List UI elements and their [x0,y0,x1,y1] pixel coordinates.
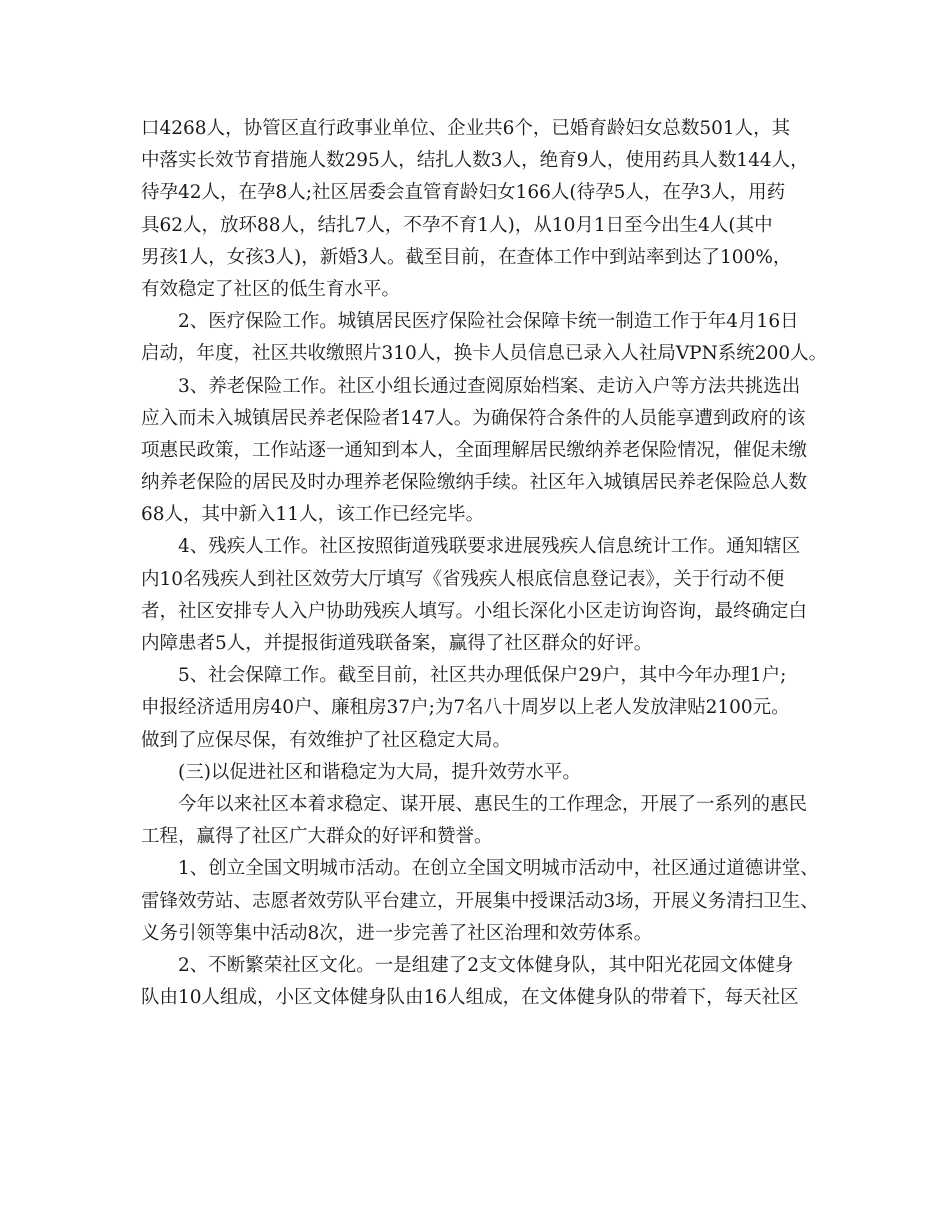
document-body [141,113,828,1014]
text-line: 有效稳定了社区的低生育水平。 [141,278,401,300]
paragraph-intro-line: 今年以来社区本着求稳定、谋开展、惠民生的工作理念，开展了一系列的惠民 [141,793,808,815]
text-line: 雷锋效劳站、志愿者效劳队平台建立，开展集中授课活动3场，开展义务清扫卫生、 [141,890,819,912]
text-line: 申报经济适用房40户、廉租房37户;为7名八十周岁以上老人发放津贴2100元。 [141,697,790,719]
text-line: 启动，年度，社区共收缴照片310人，换卡人员信息已录入人社局VPN系统200人。 [141,343,828,365]
text-line: 内障患者5人，并提报街道残联备案，赢得了社区群众的好评。 [141,633,653,654]
paragraph-social-security-line: 5、社会保障工作。截至目前，社区共办理低保户29户，其中今年办理1户; [141,665,787,687]
text-line: 口4268人，协管区直行政事业单位、企业共6个，已婚育龄妇女总数501人，其 [141,118,791,139]
text-line: 男孩1人，女孩3人)，新婚3人。截至目前，在查体工作中到站率到达了100%， [141,246,792,268]
paragraph-disability-line: 4、残疾人工作。社区按照街道残联要求进展残疾人信息统计工作。通知辖区 [141,536,801,558]
text-line: 纳养老保险的居民及时办理养老保险缴纳手续。社区年入城镇居民养老保险总人数 [141,472,808,494]
text-line: 待孕42人，在孕8人;社区居委会直管育龄妇女166人(待孕5人，在孕3人，用药 [141,182,786,204]
paragraph-medical-insurance-line: 2、医疗保险工作。城镇居民医疗保险社会保障卡统一制造工作于年4月16日 [141,311,799,333]
text-line: 工程，赢得了社区广大群众的好评和赞誉。 [141,826,493,848]
text-line: 项惠民政策，工作站逐一通知到本人，全面理解居民缴纳养老保险情况，催促未缴 [141,439,808,461]
section-heading-3: (三)以促进社区和谐稳定为大局，提升效劳水平。 [141,761,581,783]
paragraph-community-culture-line: 2、不断繁荣社区文化。一是组建了2支文体健身队，其中阳光花园文体健身 [141,954,794,976]
text-line: 做到了应保尽保，有效维护了社区稳定大局。 [141,729,512,751]
text-line: 内10名残疾人到社区效劳大厅填写《省残疾人根底信息登记表》，关于行动不便 [141,568,785,590]
text-line: 具62人，放环88人，结扎7人，不孕不育1人)，从10月1日至今出生4人(其中 [141,214,773,236]
paragraph-civilized-city-line: 1、创立全国文明城市活动。在创立全国文明城市活动中，社区通过道德讲堂、 [141,858,819,880]
text-line: 队由10人组成，小区文体健身队由16人组成，在文体健身队的带着下，每天社区 [141,987,799,1009]
paragraph-pension-insurance-line: 3、养老保险工作。社区小组长通过查阅原始档案、走访入户等方法共挑选出 [141,375,801,397]
text-line: 应入而未入城镇居民养老保险者147人。为确保符合条件的人员能享遭到政府的该 [141,407,806,429]
text-line: 者，社区安排专人入户协助残疾人填写。小组长深化小区走访询咨询，最终确定白 [141,600,808,622]
text-line: 68人，其中新入11人，该工作已经完毕。 [141,504,485,526]
text-line: 中落实长效节育措施人数295人，结扎人数3人，绝育9人，使用药具人数144人， [141,150,809,172]
text-line: 义务引领等集中活动8次，进一步完善了社区治理和效劳体系。 [141,922,653,944]
